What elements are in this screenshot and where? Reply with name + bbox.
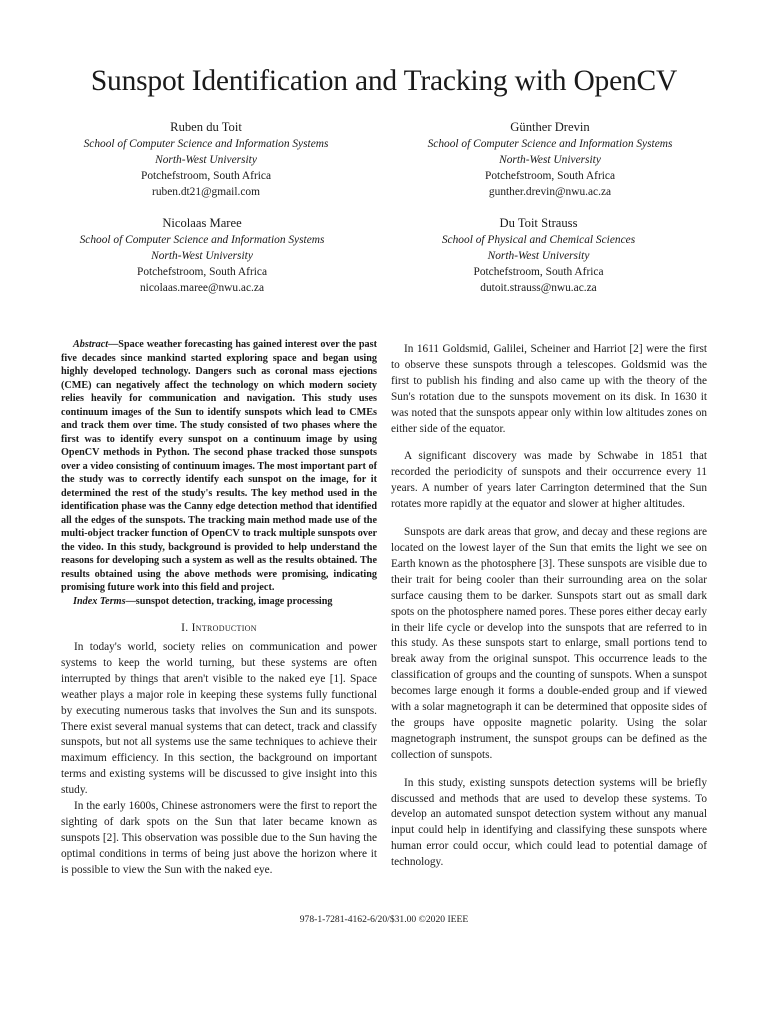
abstract-text: —Space weather forecasting has gained interest over the past five decades since mankind started exploring space and began using highly developed technology. Dangers such as coronal mass ejections (CME) can negatively affect the technology on which modern society relies heavily for communication and navigation. This study uses continuum images of the Sun to identify sunspots which lead to CMEs and track them over time. The study consisted of two phases where the first was to identify every sunspot on a continuum image by using OpenCV methods in Python. The second phase tracked those sunspots over a video consisting of continuum images. The most important part of the study was to correctly identify each sunspot on the image, for it determined the rest of the study's results. The key method used in the identification phase was the Canny edge detection method that identified all the edges of the sunspots. The tracking main method made use of the multi-object tracker function of OpenCV to track multiple sunspots over the video. In this study, background is provided to help understand the reasons for developing such a system as well as the results obtained. The results obtained using the above methods were promising, indicating promising future work into this field and project. bbox=[61, 339, 377, 593]
copyright-footer: 978-1-7281-4162-6/20/$31.00 ©2020 IEEE bbox=[299, 914, 469, 925]
author-department: School of Physical and Chemical Sciences bbox=[441, 234, 636, 246]
author-name: Du Toit Strauss bbox=[499, 216, 578, 230]
author-block-1 bbox=[60, 118, 352, 200]
author-block-2 bbox=[400, 118, 700, 200]
author-name: Nicolaas Maree bbox=[162, 216, 242, 230]
left-column bbox=[61, 338, 377, 879]
index-terms-label: Index Terms bbox=[73, 595, 126, 607]
author-email: gunther.drevin@nwu.ac.za bbox=[488, 186, 612, 198]
author-department: School of Computer Science and Information Systems bbox=[79, 234, 325, 246]
index-terms bbox=[61, 595, 377, 609]
abstract bbox=[61, 338, 377, 595]
paragraph: In 1611 Goldsmid, Galilei, Scheiner and Harriot [2] were the first to observe these sunspots through a telescopes. Goldsmid was the first to publish his finding and also came up with the theory of the Sun's rotation due to the sunspots movement on its disk. In 1630 it was noted that the sunspots appear only within low altitudes zones on either side of the equator. bbox=[391, 343, 707, 435]
author-block-3 bbox=[52, 214, 352, 296]
section-heading-introduction: I. Introduction bbox=[181, 622, 257, 634]
author-location: Potchefstroom, South Africa bbox=[140, 170, 272, 182]
author-location: Potchefstroom, South Africa bbox=[484, 170, 616, 182]
paragraph: In this study, existing sunspots detection systems will be briefly discussed and methods that are used to develop these systems. To develop an automated sunspot detection system without any manual input could help in identifying and classifying these sunspots where human error could occur, which could lead to potential damage of technology. bbox=[391, 776, 707, 869]
author-name: Ruben du Toit bbox=[170, 120, 242, 134]
paragraph: In today's world, society relies on communication and power systems to keep the world turning, but these systems are often interrupted by things that aren't visible to the naked eye [1]. Space weather plays a major role in keeping these systems fully functional by executing numerous tasks that involves the Sun and its sunspots. There exist several manual systems that can detect, track and classify sunspots, but not all systems use the same techniques to achieve their maximum efficiency. In this section, the background on important terms and existing systems will be discussed to give insight into this study. bbox=[61, 641, 377, 797]
author-department: School of Computer Science and Information Systems bbox=[83, 138, 329, 150]
paragraph: A significant discovery was made by Schwabe in 1851 that recorded the periodicity of sunspots and their occurrence every 11 years. A number of years later Carrington determined that the Sun rotates more rapidly at the equator and slower at higher altitudes. bbox=[391, 450, 707, 511]
author-location: Potchefstroom, South Africa bbox=[473, 266, 604, 278]
author-location: Potchefstroom, South Africa bbox=[136, 266, 268, 278]
abstract-label: Abstract bbox=[73, 339, 109, 350]
author-name: Günther Drevin bbox=[510, 120, 590, 134]
author-university: North-West University bbox=[155, 154, 257, 166]
author-university: North-West University bbox=[499, 154, 601, 166]
author-department: School of Computer Science and Information Systems bbox=[427, 138, 673, 150]
author-email: dutoit.strauss@nwu.ac.za bbox=[480, 282, 597, 294]
author-university: North-West University bbox=[151, 250, 253, 262]
author-email: nicolaas.maree@nwu.ac.za bbox=[139, 282, 264, 294]
author-university: North-West University bbox=[487, 250, 590, 262]
paragraph: In the early 1600s, Chinese astronomers were the first to report the sighting of dark spots on the Sun that later became known as sunspots [2]. This observation was possible due to the Sun having the optimal conditions in terms of being just above the horizon where it is possible to view the Sun with the naked eye. bbox=[61, 800, 377, 876]
paper-title: Sunspot Identification and Tracking with OpenCV bbox=[90, 65, 678, 97]
index-terms-text: —sunspot detection, tracking, image processing bbox=[125, 595, 333, 607]
author-email: ruben.dt21@gmail.com bbox=[152, 186, 260, 198]
right-column bbox=[391, 342, 707, 871]
author-block-4 bbox=[400, 214, 677, 296]
paragraph: Sunspots are dark areas that grow, and decay and these regions are located on the lowest layer of the Sun that emits the light we see on Earth known as the photosphere [3]. These sunspots are visible due to their trait for being cooler than their surrounding area on the solar surface causing them to be darker. Sunspots start out as small dark spots on the photosphere named pores. These pores either decay early in their life cycle or develop into the sunspots that are referred to in this study. As these sunspots start to enlarge, small portions tend to break away from the original sunspot. This occurrence leads to the classification of groups and the counting of sunspots. When a sunspot becomes large enough it forms a double-ended group and if viewed with a solar magnetograph it can be determined that opposite sides of the groups have opposite magnetic polarity. Using the solar magnetograph instrument, the sunspot groups can be defined as the collection of sunspots. bbox=[391, 526, 707, 761]
